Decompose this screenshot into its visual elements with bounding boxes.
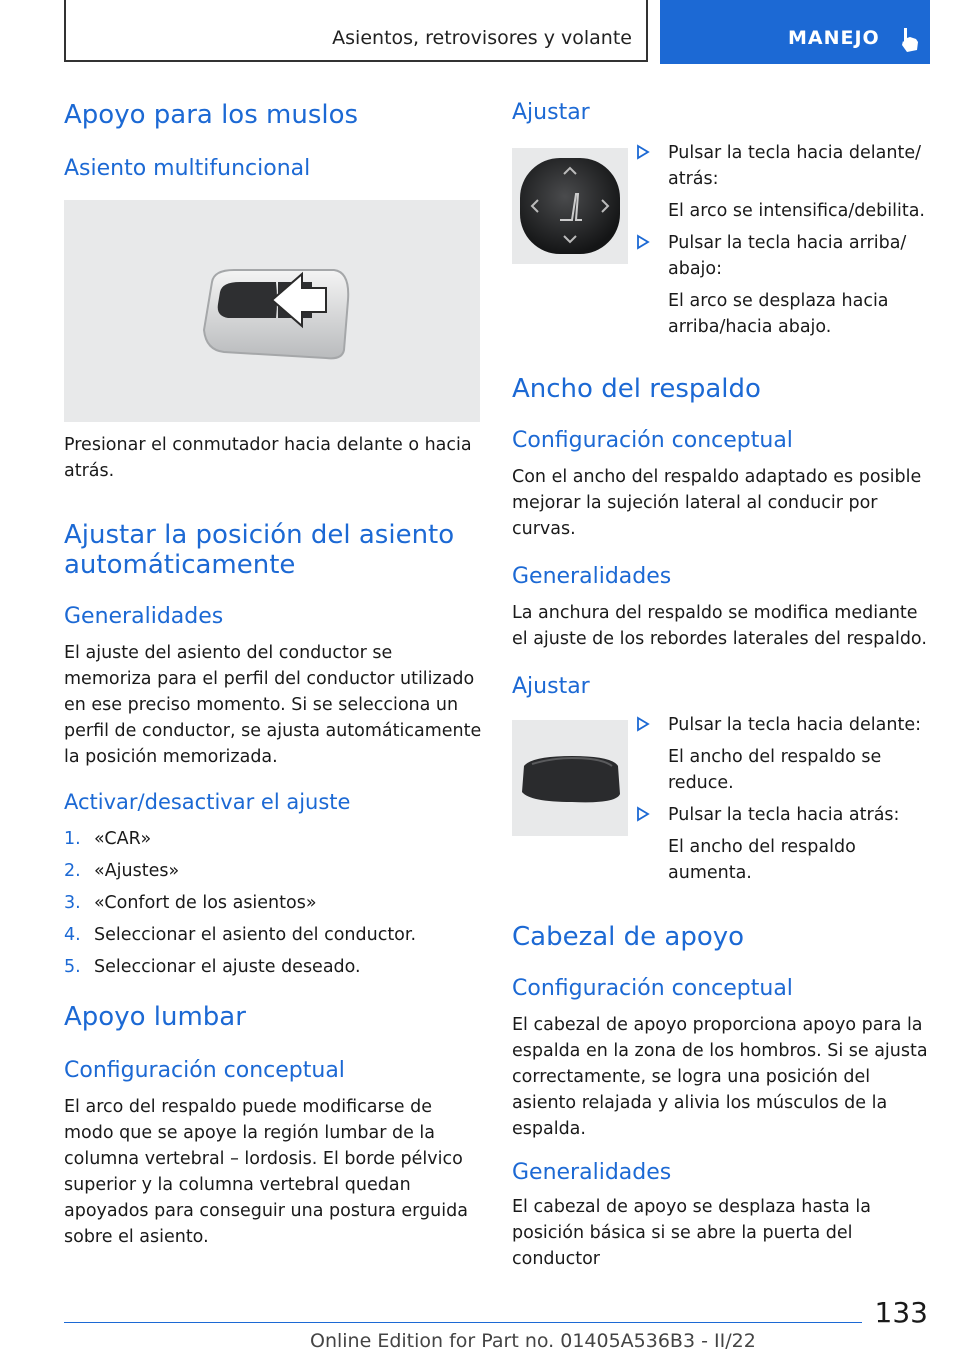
triangle-bullet-icon (636, 715, 650, 733)
bullet-instruction: Pulsar la tecla hacia atrás: (668, 805, 900, 825)
list-item (64, 922, 480, 954)
backrest-general-text: La anchura del respaldo se modifica mediante el ajuste de los rebordes laterales del respaldo. (512, 603, 927, 649)
lumbar-switch-image (512, 148, 628, 264)
backrest-concept-heading: Configuración conceptual (512, 428, 793, 453)
page-number: 133 (874, 1296, 928, 1329)
seat-switch-illustration (64, 200, 480, 422)
multifunction-seat-heading: Asiento multifuncional (64, 156, 311, 181)
step-text: Seleccionar el asiento del conductor. (94, 925, 417, 945)
step-number: 3. (64, 893, 81, 913)
list-item (64, 890, 480, 922)
adjust-steps-list (64, 826, 480, 986)
backrest-width-title: Ancho del respaldo (512, 374, 761, 404)
bullet-result: El arco se desplaza hacia arriba/hacia abajo. (668, 291, 889, 337)
backrest-adjust-heading: Ajustar (512, 674, 590, 699)
backrest-general-heading: Generalidades (512, 564, 672, 589)
list-item (64, 954, 480, 986)
auto-adjust-general-heading: Generalidades (64, 604, 224, 629)
bullet-instruction: Pulsar la tecla hacia delante: (668, 715, 922, 735)
edition-info: Online Edition for Part no. 01405A536B3 - II/22 (310, 1330, 756, 1352)
headrest-general-heading: Generalidades (512, 1160, 672, 1185)
toggle-adjust-heading: Activar/desactivar el ajuste (64, 790, 351, 814)
list-item (636, 802, 936, 886)
chapter-title: MANEJO (788, 27, 880, 49)
auto-adjust-title-line2: automáticamente (64, 550, 296, 580)
step-number: 5. (64, 957, 81, 977)
triangle-bullet-icon (636, 143, 650, 161)
auto-adjust-title-line1: Ajustar la posición del asiento (64, 520, 455, 550)
step-text: «Ajustes» (94, 861, 180, 881)
lumbar-support-title: Apoyo lumbar (64, 1002, 246, 1032)
backrest-adjust-list (636, 712, 936, 886)
hand-pointer-icon (898, 26, 920, 54)
list-item (636, 712, 936, 796)
step-text: «Confort de los asientos» (94, 893, 317, 913)
thigh-support-text: Presionar el conmutador hacia delante o hacia atrás. (64, 435, 472, 481)
bullet-instruction: Pulsar la tecla hacia delante/ atrás: (668, 143, 922, 189)
step-text: Seleccionar el ajuste deseado. (94, 957, 361, 977)
section-tab (64, 0, 648, 62)
list-item (636, 230, 936, 340)
backrest-switch-image (512, 720, 628, 836)
step-number: 4. (64, 925, 81, 945)
lumbar-adjust-heading: Ajustar (512, 100, 590, 125)
bullet-instruction: Pulsar la tecla hacia arriba/ abajo: (668, 233, 907, 279)
step-number: 2. (64, 861, 81, 881)
bullet-result: El ancho del respaldo aumenta. (668, 837, 856, 883)
page-header (64, 0, 930, 64)
auto-adjust-general-text: El ajuste del asiento del conductor se memoriza para el perfil del conductor utilizado en ese preciso momento. Si se selecciona un perfil de conductor, se ajusta automáticamente la posición memorizada. (64, 643, 482, 767)
bullet-result: El ancho del respaldo se reduce. (668, 747, 882, 793)
section-title: Asientos, retrovisores y volante (332, 27, 632, 49)
backrest-concept-text: Con el ancho del respaldo adaptado es posible mejorar la sujeción lateral al conducir por curvas. (512, 467, 922, 539)
lumbar-concept-heading: Configuración conceptual (64, 1058, 345, 1083)
triangle-bullet-icon (636, 233, 650, 251)
headrest-concept-heading: Configuración conceptual (512, 976, 793, 1001)
bullet-result: El arco se intensifica/debilita. (668, 201, 925, 221)
list-item (636, 140, 936, 224)
lumbar-concept-text: El arco del respaldo puede modificarse de modo que se apoye la región lumbar de la columna vertebral – lordosis. El borde pélvico superior y la columna vertebral quedan apoyados para conseguir una postura erguida sobre el asiento. (64, 1097, 468, 1247)
headrest-concept-text: El cabezal de apoyo proporciona apoyo para la espalda en la zona de los hombros. Si se ajusta correctamente, se logra una posición del asiento relajada y alivia los músculos de la espalda. (512, 1015, 928, 1139)
triangle-bullet-icon (636, 805, 650, 823)
chapter-tab (660, 0, 930, 64)
list-item (64, 858, 480, 890)
thigh-support-title: Apoyo para los muslos (64, 100, 359, 130)
side-bolster-switch-illustration (512, 720, 628, 836)
step-text: «CAR» (94, 829, 152, 849)
list-item (64, 826, 480, 858)
four-way-switch-illustration (512, 148, 628, 264)
headrest-title: Cabezal de apoyo (512, 922, 745, 952)
step-number: 1. (64, 829, 81, 849)
lumbar-adjust-list (636, 140, 936, 340)
footer-divider (64, 1322, 862, 1323)
headrest-general-text: El cabezal de apoyo se desplaza hasta la posición básica si se abre la puerta del conductor (512, 1197, 871, 1269)
thigh-support-switch-image (64, 200, 480, 422)
